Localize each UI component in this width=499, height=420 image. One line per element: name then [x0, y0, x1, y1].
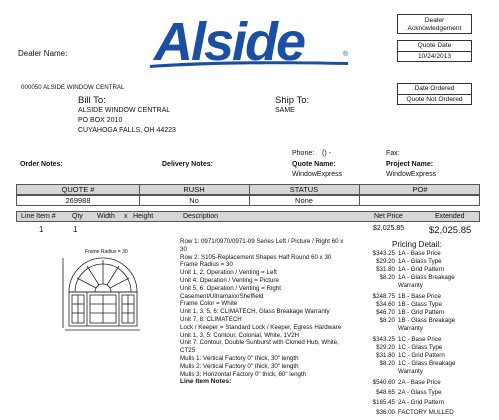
delivery-notes-label: Delivery Notes: — [162, 161, 213, 168]
date-ordered-value: Quote Not Ordered — [406, 96, 463, 103]
po-header: PO# — [412, 185, 428, 194]
bill-to-line: CUYAHOGA FALLS, OH 44223 — [78, 127, 176, 134]
description-line: Lock / Keeper = Standard Lock / Keeper, Egress Hardware — [180, 323, 342, 331]
pricing-row: $8.20 1B - Glass Breakage — [379, 317, 456, 324]
description-line: Mulls 1: Vertical Factory 0" thick, 30" length — [180, 354, 299, 362]
pricing-row: $8.20 1A - Glass Breakage — [379, 274, 455, 281]
description-line: Casement/Ultramaxx/Sheffield — [180, 292, 264, 300]
bill-to-label: Bill To: — [78, 95, 106, 106]
line-item-qty: 1 — [73, 225, 78, 234]
order-notes-label: Order Notes: — [20, 161, 63, 168]
pricing-row: Warranty — [398, 325, 423, 332]
height-col: Height — [133, 213, 154, 220]
frame-radius-caption: Frame Radius = 30 — [85, 249, 128, 255]
qty-col: Qty — [72, 213, 83, 220]
pricing-row: $29.20 1A - Glass Type — [376, 258, 442, 265]
description-col: Description — [183, 213, 219, 220]
quote-name-label: Quote Name: — [292, 161, 336, 168]
description-line: Unit 1, 3, 5: Contour, Colonial, White, 1V2H — [180, 331, 299, 339]
fax-label: Fax: — [386, 150, 400, 157]
dealer-ack-line2: Acknowledgement — [407, 24, 462, 32]
description-line: Unit 4: Operation / Venting = Picture — [180, 276, 279, 284]
ship-to-value: SAME — [275, 107, 295, 114]
pricing-row: $29.20 1C - Glass Type — [376, 344, 443, 351]
rush-value: No — [189, 196, 199, 205]
rush-header: RUSH — [183, 185, 205, 194]
dealer-acknowledgement-box — [397, 14, 472, 34]
pricing-row: $540.60 2A - Base Price — [372, 379, 441, 386]
bill-to-line: ALSIDE WINDOW CENTRAL — [78, 107, 171, 114]
phone-label: Phone: — [292, 150, 315, 157]
description-line: Frame Radius = 30 — [180, 261, 233, 269]
width-col: Width — [97, 213, 115, 220]
description-line: Mulls 3: Horizontal Factory 0" thick, 60" length — [180, 370, 307, 378]
description-line: Mulls 2: Vertical Factory 0" thick, 30" length — [180, 362, 299, 370]
description-line: CT25 — [180, 347, 196, 355]
date-ordered-box — [397, 83, 472, 105]
description-line: 30 — [180, 245, 187, 253]
pricing-row: $343.25 1C - Base Price — [372, 336, 442, 343]
pricing-row: Warranty — [398, 368, 423, 375]
description-line: Unit 1, 3, 5, 6: CLIMATECH, Glass Breakage Warranty — [180, 308, 330, 316]
status-value: None — [295, 196, 313, 205]
line-item-number: 1 — [39, 225, 44, 234]
quote-date-label: Quote Date — [398, 41, 471, 52]
bill-to-line: PO BOX 2010 — [78, 117, 123, 124]
quote-table-row — [16, 195, 480, 206]
logo-registered-mark: ® — [343, 51, 349, 58]
status-header: STATUS — [289, 185, 319, 194]
pricing-row: $8.20 1C - Glass Breakage — [379, 360, 456, 367]
date-ordered-label: Date Ordered — [398, 84, 471, 95]
description-line: Row 1: 0971/0970/0971-09 Series Left / Picture / Right 60 x — [180, 238, 344, 245]
dealer-code: 000050 ALSIDE WINDOW CENTRAL — [21, 84, 125, 91]
dealer-name-label: Dealer Name: — [18, 49, 68, 58]
quote-date-value: 10/24/2013 — [417, 53, 451, 60]
description-line: Unit 1, 2: Operation / Venting = Left — [180, 269, 277, 277]
logo-text: Alside — [154, 12, 305, 72]
line-item-net-price: $2,025.85 — [373, 225, 405, 232]
pricing-detail-title: Pricing Detail: — [392, 240, 442, 249]
pricing-row: $36.00 FACTORY MULLED — [376, 409, 454, 416]
window-diagram — [55, 250, 145, 330]
quote-number-value: 269988 — [65, 196, 91, 205]
project-name-label: Project Name: — [386, 161, 434, 168]
net-price-col: Net Price — [374, 213, 403, 220]
ship-to-label: Ship To: — [275, 95, 310, 106]
alside-logo — [148, 13, 360, 75]
window-drawing-icon — [55, 256, 145, 332]
description-line: Unit 7, 8: CLIMATECH — [180, 315, 242, 323]
quote-table-header — [16, 184, 480, 195]
pricing-row: Warranty — [398, 282, 423, 289]
pricing-row: $343.25 1A - Base Price — [372, 250, 441, 257]
x-col: x — [124, 213, 128, 220]
project-name-value: WindowExpress — [386, 171, 437, 178]
dealer-ack-line1: Dealer — [424, 17, 445, 24]
pricing-row: $165.45 2A - Grid Pattern — [372, 399, 445, 406]
quote-name-value: WindowExpress — [292, 171, 343, 178]
description-line: Row 2: S105-Replacement Shapes Half Round 60 x 30 — [180, 253, 332, 261]
quote-date-box — [397, 40, 472, 62]
line-item-header — [16, 211, 480, 222]
pricing-row: $46.70 1B - Grid Pattern — [376, 309, 445, 316]
description-line: Unit 5, 6: Operation / Venting = Right — [180, 284, 281, 292]
line-item-extended: $2,025.85 — [429, 225, 472, 236]
description-line: Unit 7: Contour, Double Sunburst with Cloned Hub, White, — [180, 339, 339, 347]
line-item-col: Line Item # — [21, 213, 56, 220]
pricing-detail — [368, 240, 498, 420]
pricing-row: $248.75 1B - Base Price — [372, 293, 441, 300]
phone-value: () - — [322, 150, 331, 157]
pricing-row: $48.65 2A - Glass Type — [376, 389, 442, 396]
po-value — [359, 196, 481, 205]
pricing-row: $34.60 1B - Glass Type — [376, 301, 442, 308]
pricing-row: $31.80 1C - Grid Pattern — [376, 352, 445, 359]
line-item-description — [180, 238, 370, 386]
extended-col: Extended — [435, 213, 465, 220]
line-item-notes-label: Line Item Notes: — [180, 378, 232, 386]
quote-number-header: QUOTE # — [61, 185, 95, 194]
pricing-row: $31.80 1A - Grid Pattern — [376, 266, 445, 273]
description-line: Frame Color = White — [180, 300, 238, 308]
